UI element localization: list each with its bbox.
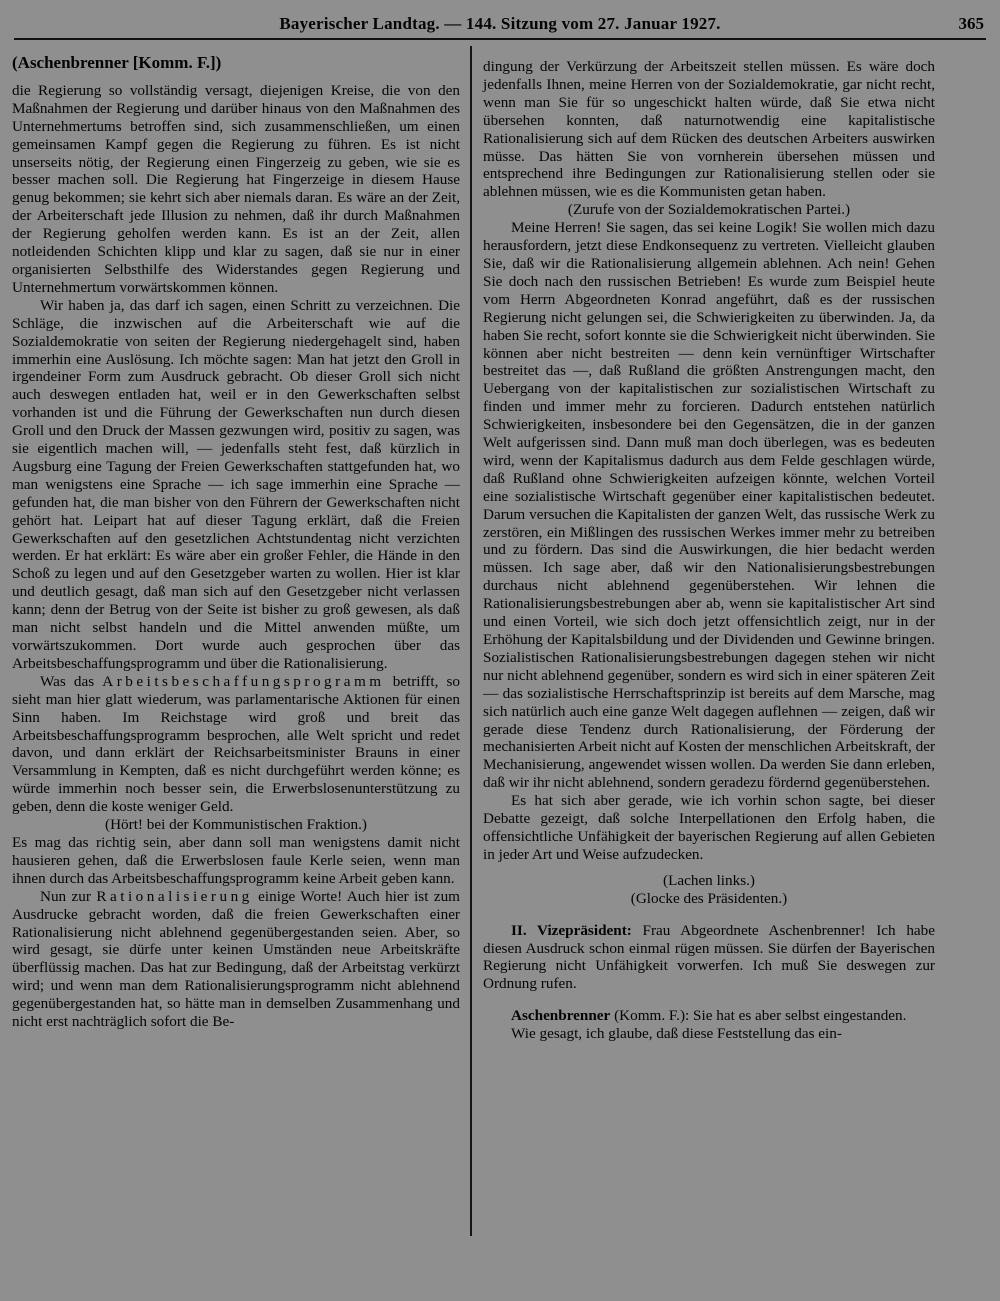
page-number: 365 [958, 14, 984, 33]
speech-vice-president [483, 922, 935, 994]
paragraph [12, 888, 460, 1031]
paragraph: Es hat sich aber gerade, wie ich vorhin schon sagte, bei dieser Debatte gezeigt, daß solche Interpellationen den Erfolg haben, die offensichtliche Unfähigkeit der bayerischen Regierung auf allen Gebieten in jeder Art und Weise aufzudecken. [483, 792, 935, 863]
header-title: Bayerischer Landtag. — 144. Sitzung vom 27. Januar 1927. [279, 14, 721, 33]
speaker-heading: (Aschenbrenner [Komm. F.]) [12, 53, 222, 72]
paragraph: Es mag das richtig sein, aber dann soll man wenigstens damit nicht hausieren gehen, daß die Erwerbslosen faule Kerle seien, wenn man ihnen durch das Arbeitsbeschaffungsprogramm keine Arbeit geben kann. [12, 833, 460, 887]
running-header [14, 10, 986, 40]
left-column [12, 48, 460, 1031]
right-column [483, 58, 935, 1043]
column-divider [470, 46, 472, 1236]
text-run: Was das [40, 672, 103, 690]
speaker-label: Aschenbrenner [511, 1007, 611, 1025]
paragraph: die Regierung so vollständig versagt, diejenigen Kreise, die von den Maßnahmen der Regierung und darüber hinaus von den Maßnahmen des Unternehmertums betroffen sind, sich zusammenschließen, um einen gemeinsamen Kampf gegen die Regierung zu führen. Es ist nicht unserseits nötig, der Regierung einen Fingerzeig zu geben, wie sie es besser machen soll. Die Regierung hat Fingerzeige in diesem Hause genug bekommen; sie kehrt sich aber niemals daran. Es wäre an der Zeit, der Arbeiterschaft jede Illusion zu nehmen, daß ihr durch Maßnahmen der Regierung geholfen werden kann. Es ist an der Zeit, allen notleidenden Schichten klipp und klar zu sagen, daß sie nur in einer organisierten Selbsthilfe des Widerstandes gegen Regierung und Unternehmertum vorwärtskommen können. [12, 81, 460, 296]
speaker-label: II. Vizepräsident: [511, 921, 632, 939]
interjection: (Zurufe von der Sozialdemokratischen Partei.) [567, 201, 851, 219]
emphasis-spaced: Rationalisierung [96, 887, 253, 905]
interjection: (Lachen links.) [663, 871, 755, 889]
text-run: Nun zur [40, 887, 97, 905]
text-run: (Komm. F.): Sie hat es aber selbst eingestanden. [610, 1007, 907, 1025]
paragraph: Wie gesagt, ich glaube, daß diese Feststellung das ein- [511, 1025, 842, 1043]
paragraph: dingung der Verkürzung der Arbeitszeit stellen müssen. Es wäre doch jedenfalls Ihnen, meine Herren von der Sozialdemokratie, gar nicht recht, wenn man Sie für so ungeschickt halten würde, daß Sie etwa nicht übersehen konnten, daß naturnotwendig eine kapitalistische Rationalisierung sich auf dem Rücken des deutschen Arbeiters auswirken müsse. Das hätten Sie von vornherein übersehen müssen und entsprechend ihre Bedingungen zur Rationalisierung stellen oder sie ablehnen müssen, wie es die Kommunisten getan haben. [483, 58, 935, 201]
text-run: betrifft, so sieht man hier glatt wiederum, was parlamentarische Aktionen für einen Sinn haben. Im Reichstage wird groß und breit das Arbeitsbeschaffungsprogramm besprochen, alle Welt spricht und redet davon, und dann erklärt der Reichsarbeitsminister Brauns in einer Versammlung in Kempten, daß es nicht durchgeführt werden könne; es würde immerhin noch besser sein, die Erwerbslosenunterstützung zu geben, denn die koste weniger Geld. [12, 672, 460, 816]
paragraph: Wir haben ja, das darf ich sagen, einen Schritt zu verzeichnen. Die Schläge, die inzwischen auf die Arbeiterschaft wie auf die Sozialdemokratie von seiten der Regierung niedergehagelt sind, haben immerhin eine Auslösung. Ich möchte sagen: Man hat jetzt den Groll in irgendeiner Form zum Ausdruck gebracht. Ob dieser Groll sich nicht auch deswegen entladen hat, weil er in den Gewerkschaften selbst vorhanden ist und die Führung der Gewerkschaften nun durch diesen Groll und den Druck der Massen gezwungen wird, positiv zu sagen, was sie eigentlich machen will, — jedenfalls steht fest, daß kürzlich in Augsburg eine Tagung der Freien Gewerkschaften stattgefunden hat, wo man wenigstens eine Sprache — ich sage immerhin eine Sprache — gefunden hat, die man bisher von den Führern der Gewerkschaften nicht gehört hat. Leipart hat auf dieser Tagung erklärt, daß die Freien Gewerkschaften auf den gesetzlichen Achtstundentag nicht verzichten werden. Er hat erklärt: Es wäre aber ein großer Fehler, die Hände in den Schoß zu legen und auf den Gesetzgeber warten zu wollen. Hier ist klar und deutlich gesagt, daß man sich auf den Gesetzgeber nicht verlassen kann; denn der Betrug von der Seite ist bisher zu groß gewesen, als daß man nicht selbst handeln und die Mittel anwenden müßte, um vorwärtszukommen. Dort wurde auch gesprochen über das Arbeitsbeschaffungsprogramm und über die Rationalisierung. [12, 296, 460, 672]
paragraph: Meine Herren! Sie sagen, das sei keine Logik! Sie wollen mich dazu herausfordern, jetzt diese Endkonsequenz zu vertreten. Vielleicht glauben Sie, daß wir die Rationalisierung allgemein ablehnen. Ach nein! Gehen Sie doch nach den russischen Betrieben! Es wurde zum Beispiel heute vom Herrn Abgeordneten Konrad angeführt, daß es der russischen Regierung nicht gelungen sei, die Schwierigkeiten zu überwinden. Ja, da haben Sie recht, sofort konnte sie die Schwierigkeit nicht überwinden. Sie können aber nicht bestreiten — denn kein vernünftiger Wirtschafter bestreitet das —, daß Rußland die größten Anstrengungen macht, den Uebergang von der kapitalistischen zur sozialistischen Wirtschaft zu finden und immer mehr zu forcieren. Dadurch entstehen natürlich Schwierigkeiten, insbesondere bei den Gegensätzen, die in der ganzen Welt aufgerissen sind. Dann muß man doch überlegen, was es bedeuten wird, wenn der Kapitalismus dadurch aus dem Felde geschlagen würde, daß Rußland ohne Schwierigkeiten aufzeigen könnte, welchen Vorteil eine sozialistische Wirtschaft gegenüber einer kapitalistischen bedeutet. Darum versuchen die Kapitalisten der ganzen Welt, das russische Werk zu zerstören, ein Mißlingen des russischen Werkes immer mehr zu betreiben und zu fördern. Das sind die Auswirkungen, die hier bedacht werden müssen. Ich sage aber, daß wir den Nationalisierungsbestrebungen durchaus nicht ablehnend gegenüberstehen. Wir lehnen die Rationalisierungsbestrebungen aber ab, wenn sie kapitalistischer Art sind und einen Vorteil, wie sich doch jetzt offensichtlich zeigt, nur in der Erhöhung der Kapitalsbildung und der Dividenden und Gewinne bringen. Sozialistischen Rationalisierungsbestrebungen dagegen stehen wir nicht nur nicht ablehnend gegenüber, sondern es wird sich in einer späteren Zeit — das sozialistische Herrschaftsprinzip ist bereits auf dem Marsche, mag sich natürlich auch eine ganze Welt dagegen auflehnen — zeigen, daß wir gerade diese Tendenz durch Rationalisierung, der Förderung der mechanisierten Arbeit nicht auf Kosten der menschlichen Arbeitskraft, der Mechanisierung, angewendet wissen wollen. Da werden Sie dann erleben, daß wir ihr nicht ablehnend, sondern geradezu fördernd gegenüberstehen. [483, 219, 935, 792]
interjection: (Hört! bei der Kommunistischen Fraktion.) [105, 816, 367, 834]
text-run: Frau Abgeordnete Aschenbrenner! Ich habe diesen Ausdruck schon einmal rügen müssen. Sie dürfen der Bayerischen Regierung nicht Unfähigkeit vorwerfen. Ich muß Sie deswegen zur Ordnung rufen. [483, 921, 935, 993]
interjection: (Glocke des Präsidenten.) [630, 889, 788, 907]
text-run: einige Worte! Auch hier ist zum Ausdrucke gebracht worden, daß die freien Gewerkschaften einer Rationalisierung nicht ablehnend gegenübergestanden seien. Aber, so wird gesagt, sie dürfe unter keinen Umständen neue Arbeitskräfte überflüssig machen. Das hat zur Bedingung, daß der Arbeitstag verkürzt wird; und wenn man dem Rationalisierungsprogramm nicht ablehnend gegenübergestanden hat, so hätte man in demselben Zusammenhang und nicht erst nachträglich sofort die Be- [12, 887, 460, 1031]
speech-aschenbrenner [483, 1007, 935, 1025]
paragraph [12, 673, 460, 816]
emphasis-spaced: Arbeitsbeschaffungsprogramm [102, 672, 385, 690]
